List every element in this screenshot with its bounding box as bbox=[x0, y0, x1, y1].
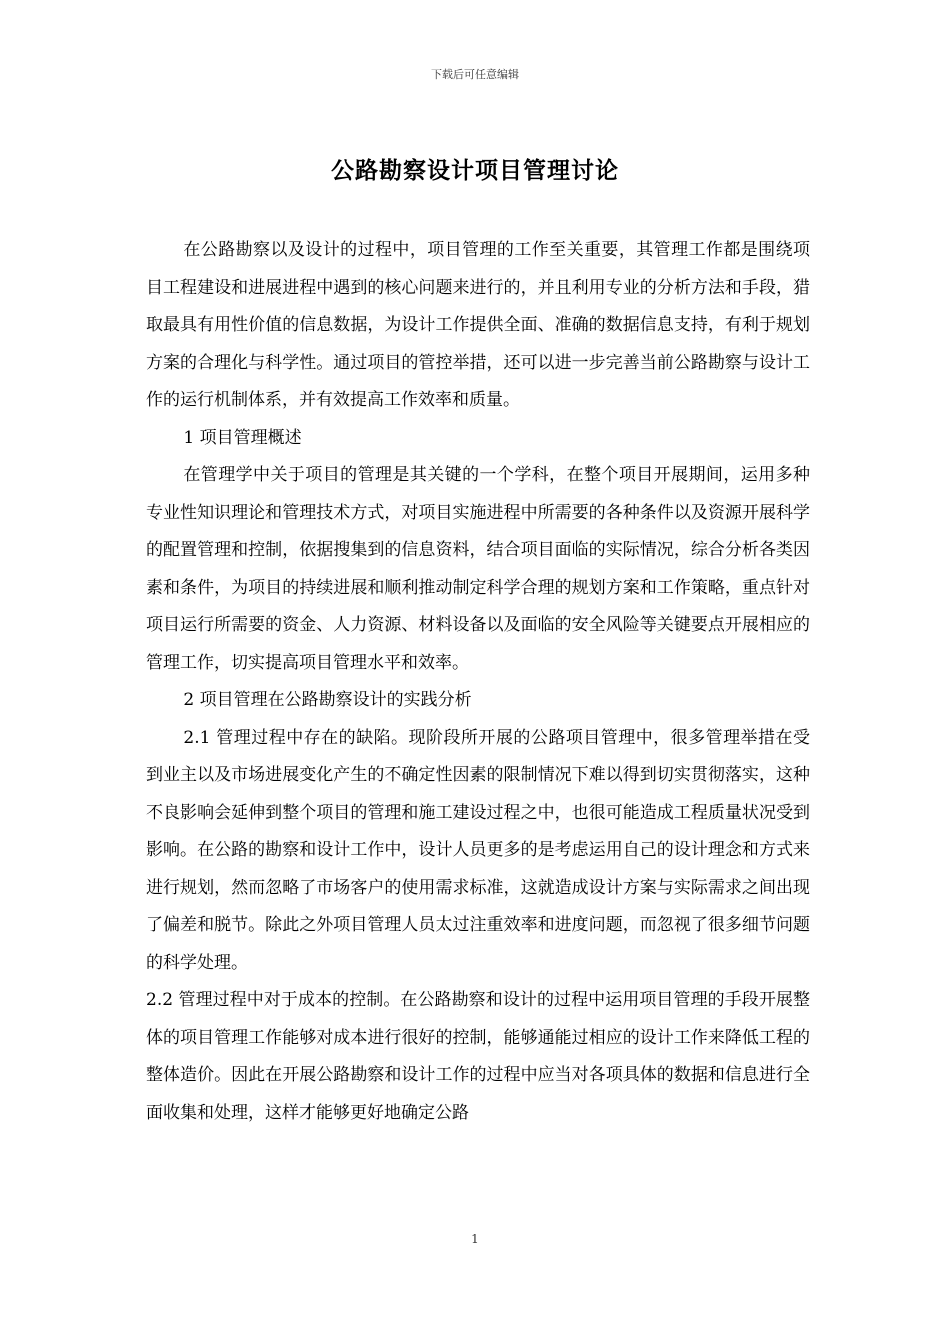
paragraph-intro: 在公路勘察以及设计的过程中，项目管理的工作至关重要，其管理工作都是围绕项目工程建设和进展进程中遇到的核心问题来进行的，并且利用专业的分析方法和手段，猎取最具有用性价值的信息数据，为设计工作提供全面、准确的数据信息支持，有利于规划方案的合理化与科学性。通过项目的管控举措，还可以进一步完善当前公路勘察与设计工作的运行机制体系，并有效提高工作效率和质量。 bbox=[146, 240, 810, 410]
document-title: 公路勘察设计项目管理讨论 bbox=[331, 158, 619, 184]
paragraph-defects: 2.1 管理过程中存在的缺陷。现阶段所开展的公路项目管理中，很多管理举措在受到业主以及市场进展变化产生的不确定性因素的限制情况下难以得到切实贯彻落实，这种不良影响会延伸到整个项目的管理和施工建设过程之中，也很可能造成工程质量状况受到影响。在公路的勘察和设计工作中，设计人员更多的是考虑运用自己的设计理念和方式来进行规划，然而忽略了市场客户的使用需求标准，这就造成设计方案与实际需求之间出现了偏差和脱节。除此之外项目管理人员太过注重效率和进度问题，而忽视了很多细节问题的科学处理。 bbox=[146, 727, 810, 973]
header-note: 下载后可任意编辑 bbox=[431, 68, 519, 81]
paragraph-cost-control: 2.2 管理过程中对于成本的控制。在公路勘察和设计的过程中运用项目管理的手段开展整体的项目管理工作能够对成本进行很好的控制，能够通能过相应的设计工作来降低工程的整体造价。因此在开展公路勘察和设计工作的过程中应当对各项具体的数据和信息进行全面收集和处理，这样才能够更好地确定公路 bbox=[146, 990, 810, 1123]
paragraph-overview: 在管理学中关于项目的管理是其关键的一个学科，在整个项目开展期间，运用多种专业性知识理论和管理技术方式，对项目实施进程中所需要的各种条件以及资源开展科学的配置管理和控制，依据搜集到的信息资料，结合项目面临的实际情况，综合分析各类因素和条件，为项目的持续进展和顺利推动制定科学合理的规划方案和工作策略，重点针对项目运行所需要的资金、人力资源、材料设备以及面临的安全风险等关键要点开展相应的管理工作，切实提高项目管理水平和效率。 bbox=[146, 465, 810, 673]
document-body bbox=[146, 232, 810, 1132]
section-heading-1: 1 项目管理概述 bbox=[183, 427, 302, 448]
section-heading-2: 2 项目管理在公路勘察设计的实践分析 bbox=[183, 690, 472, 710]
page-number: 1 bbox=[471, 1232, 479, 1246]
